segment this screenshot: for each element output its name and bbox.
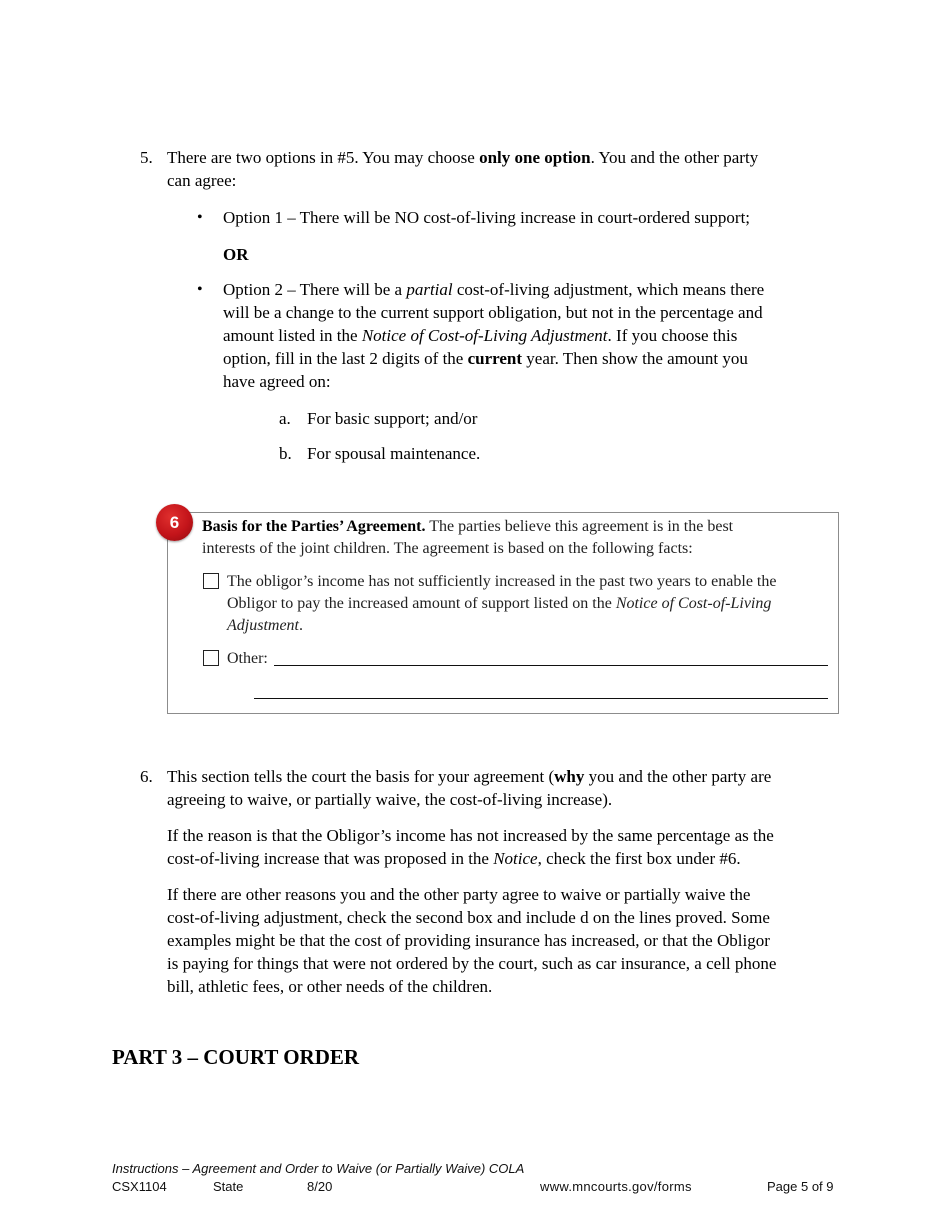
- item-6-p2-line1: If the reason is that the Obligor’s income has not increased by the same percentage as the: [167, 826, 774, 845]
- item-6-p3-line4: is paying for things that were not ordered by the court, such as car insurance, a cell phone: [167, 954, 777, 973]
- sub-b-text: For spousal maintenance.: [307, 444, 481, 463]
- bullet-icon: •: [197, 209, 203, 226]
- item-6-p3-line3: examples might be that the cost of providing insurance has increased, or that the Obligor: [167, 931, 770, 950]
- footer-title: Instructions – Agreement and Order to Waive (or Partially Waive) COLA: [112, 1161, 525, 1176]
- sub-a-text: For basic support; and/or: [307, 409, 478, 428]
- footer-form-code: CSX1104: [112, 1179, 167, 1194]
- item-5-intro: There are two options in #5. You may choose only one option. You and the other party: [167, 148, 759, 167]
- option-2-line4: option, fill in the last 2 digits of the current year. Then show the amount you: [223, 349, 748, 368]
- bullet-icon: •: [197, 281, 203, 298]
- checkbox-other-label: Other:: [227, 650, 268, 667]
- item-6-p3-line1: If there are other reasons you and the other party agree to waive or partially waive the: [167, 885, 751, 904]
- box-title: Basis for the Parties’ Agreement. The parties believe this agreement is in the best: [202, 518, 734, 535]
- item-6-p3-line2: cost-of-living adjustment, check the second box and include d on the lines proved. Some: [167, 908, 770, 927]
- item-6-number: 6.: [140, 767, 153, 786]
- part-3-heading: PART 3 – COURT ORDER: [112, 1045, 360, 1069]
- checkbox-income-label-line1: The obligor’s income has not sufficiently increased in the past two years to enable the: [227, 573, 777, 590]
- item-5-number: 5.: [140, 148, 153, 167]
- sub-a-letter: a.: [279, 409, 291, 428]
- other-reason-line-2[interactable]: [254, 698, 828, 699]
- footer-date: 8/20: [307, 1179, 333, 1194]
- option-2-line2: will be a change to the current support obligation, but not in the percentage and: [223, 303, 763, 322]
- option-2-line1: Option 2 – There will be a partial cost-of-living adjustment, which means there: [223, 280, 765, 299]
- sub-b-letter: b.: [279, 444, 292, 463]
- footer-state: State: [213, 1179, 244, 1194]
- option-1: Option 1 – There will be NO cost-of-living increase in court-ordered support;: [223, 208, 751, 227]
- option-2-line5: have agreed on:: [223, 372, 331, 391]
- option-2-line3: amount listed in the Notice of Cost-of-Living Adjustment. If you choose this: [223, 326, 738, 345]
- checkbox-other[interactable]: [203, 650, 219, 666]
- other-reason-line-1[interactable]: [274, 665, 828, 666]
- checkbox-income-label-line2: Obligor to pay the increased amount of support listed on the Notice of Cost-of-Living: [227, 595, 772, 612]
- or-label: OR: [223, 245, 249, 264]
- box-line2: interests of the joint children. The agreement is based on the following facts:: [202, 540, 693, 557]
- item-6-p1-line1: This section tells the court the basis for your agreement (why you and the other party are: [167, 767, 772, 786]
- item-6-p1-line2: agreeing to waive, or partially waive, the cost-of-living increase).: [167, 790, 613, 809]
- section-6-badge: 6: [156, 504, 193, 541]
- footer-url[interactable]: www.mncourts.gov/forms: [540, 1179, 692, 1194]
- item-5-intro-line2: can agree:: [167, 171, 237, 190]
- footer-page-number: Page 5 of 9: [767, 1179, 834, 1194]
- checkbox-income[interactable]: [203, 573, 219, 589]
- item-6-p2-line2: cost-of-living increase that was proposed in the Notice, check the first box under #6.: [167, 849, 741, 868]
- checkbox-income-label-line3: Adjustment.: [227, 617, 303, 634]
- item-6-p3-line5: bill, athletic fees, or other needs of the children.: [167, 977, 493, 996]
